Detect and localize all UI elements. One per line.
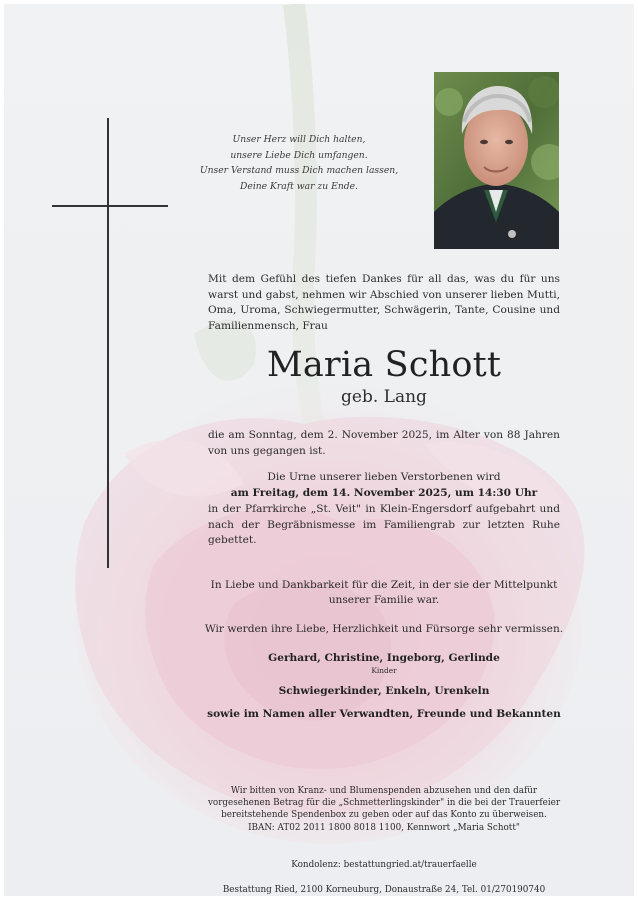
funeral-date: am Freitag, dem 14. November 2025, um 14:30 Uhr xyxy=(230,487,538,499)
cross-horizontal-bar xyxy=(52,205,168,207)
donation-line: bereitstehende Spendenbox zu geben oder auf das Konto zu überweisen. xyxy=(221,810,547,821)
grandchildren-names: Schwiegerkinder, Enkeln, Urenkeln xyxy=(278,685,490,697)
donation-line: Wir bitten von Kranz- und Blumenspenden abzusehen und den dafür xyxy=(230,786,538,796)
poem-line: Unser Herz will Dich halten, xyxy=(232,134,366,145)
donation-line: vorgesehenen Betrag für die „Schmetterlingskinder" in die bei der Trauerfeier xyxy=(207,798,561,809)
donation-line: IBAN: AT02 2011 1800 8018 1100, Kennwort „Maria Schott" xyxy=(248,822,520,833)
condolence-link[interactable]: Kondolenz: bestattungried.at/trauerfaelle xyxy=(291,860,477,870)
funeral-location-paragraph: in der Pfarrkirche „St. Veit" in Klein-Engersdorf aufgebahrt und nach der Begräbnismesse im Familiengrab zur letzten Ruhe gebettet. xyxy=(208,503,560,547)
birth-name: geb. Lang xyxy=(341,387,427,407)
gratitude-text xyxy=(184,578,584,608)
poem-quote xyxy=(179,132,419,194)
relatives-line: sowie im Namen aller Verwandten, Freunde und Bekannten xyxy=(207,708,561,720)
death-paragraph: die am Sonntag, dem 2. November 2025, im Alter von 88 Jahren von uns gegangen ist. xyxy=(208,429,560,457)
gratitude-line: In Liebe und Dankbarkeit für die Zeit, in der sie der Mittelpunkt xyxy=(210,579,558,591)
gratitude-line: unserer Familie war. xyxy=(328,594,440,607)
children-label: Kinder xyxy=(371,666,397,675)
children-names: Gerhard, Christine, Ingeborg, Gerlinde xyxy=(268,652,500,664)
urn-lead-text: Die Urne unserer lieben Verstorbenen wird xyxy=(267,471,501,483)
intro-paragraph: Mit dem Gefühl des tiefen Dankes für all das, was du für uns warst und gabst, nehmen wir Abschied von unserer lieben Mutti, Oma, Uroma, Schwiegermutter, Schwägerin, Tante, Cousine und Familienmensch, Frau xyxy=(208,273,560,333)
donation-notice xyxy=(184,785,584,834)
obituary-page xyxy=(4,4,634,896)
cross-vertical-bar xyxy=(107,118,109,568)
poem-line: unsere Liebe Dich umfangen. xyxy=(230,149,368,161)
portrait-photo xyxy=(434,72,559,249)
remember-text: Wir werden ihre Liebe, Herzlichkeit und Fürsorge sehr vermissen. xyxy=(204,623,564,635)
poem-line: Unser Verstand muss Dich machen lassen, xyxy=(199,165,399,176)
poem-line: Deine Kraft war zu Ende. xyxy=(240,180,358,192)
deceased-name: Maria Schott xyxy=(266,345,502,385)
funeral-home-footer: Bestattung Ried, 2100 Korneuburg, Donaustraße 24, Tel. 01/270190740 xyxy=(222,885,546,895)
